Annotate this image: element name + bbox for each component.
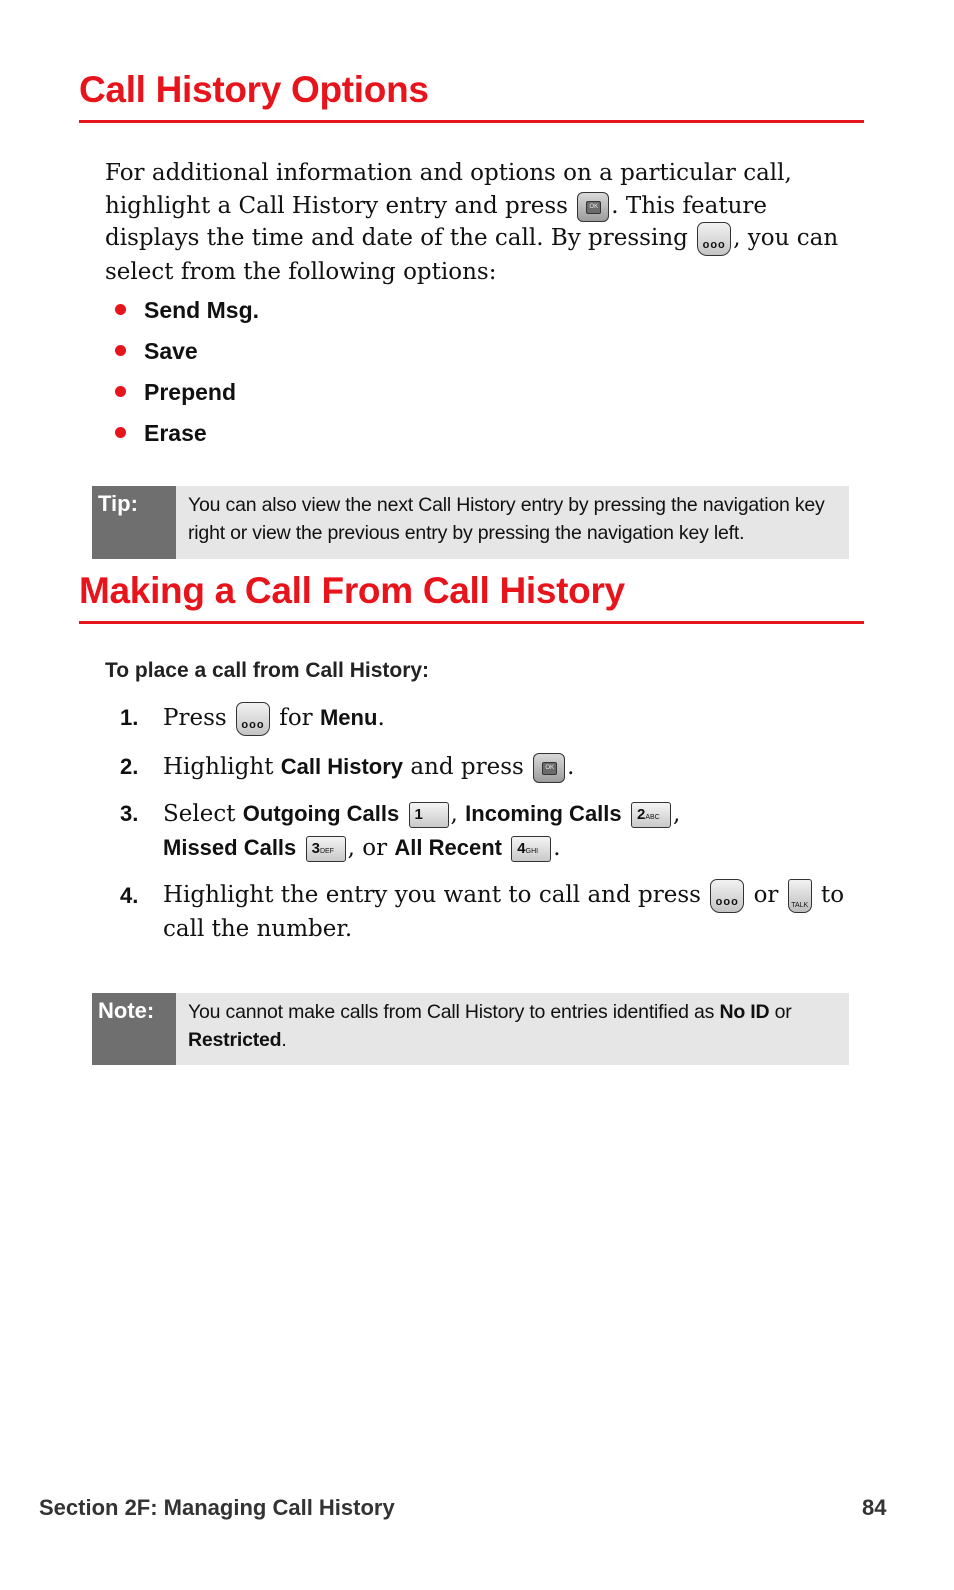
key-3-letters: DEF (319, 848, 334, 855)
key-4-letters: GHI (525, 848, 539, 855)
key-2-letters: ABC (645, 814, 660, 821)
tip-label: Tip: (92, 486, 176, 559)
bullet-icon (115, 386, 126, 397)
menu-key-label: ooo (241, 719, 265, 731)
list-item (115, 371, 259, 412)
title-rule (79, 621, 864, 624)
step-bold-call-history: Call History (280, 753, 404, 779)
list-item (115, 289, 259, 330)
intro-text-1: For additional information and options on a particular call, highlight a Call History entry and press (105, 160, 792, 219)
section-title-call-history-options: Call History Options (79, 69, 429, 110)
tip-box (92, 486, 849, 559)
key-1-icon (409, 802, 449, 828)
step-body (163, 879, 860, 946)
menu-key-label: ooo (702, 239, 726, 251)
step-bold-missed-calls: Missed Calls (163, 835, 297, 860)
step-text: . (553, 835, 561, 861)
note-text-1: You cannot make calls from Call History to entries identified as (188, 1001, 720, 1023)
step-number: 2. (120, 753, 139, 779)
intro-paragraph (105, 157, 860, 289)
key-4-label: 4 (517, 840, 526, 857)
ok-key-label: OK (586, 201, 601, 214)
tip-text: You can also view the next Call History entry by pressing the navigation key right or view the previous entry by pressing the navigation key left. (188, 494, 825, 544)
note-text-3: . (281, 1029, 287, 1051)
step-text: to call the number. (163, 881, 845, 942)
key-3-icon (306, 836, 346, 862)
intro-text-2: . This feature displays the time and date of the call. By pressing (105, 192, 767, 251)
step-text: , (672, 801, 681, 827)
note-label: Note: (92, 993, 176, 1065)
step-text: , or (347, 835, 395, 861)
note-text (176, 993, 849, 1065)
page-number: 84 (862, 1495, 887, 1520)
step-number: 1. (120, 705, 139, 730)
key-1-label: 1 (414, 806, 423, 823)
step-text: Highlight (163, 753, 281, 780)
option-label: Save (144, 337, 198, 364)
key-3-label: 3 (311, 840, 320, 857)
ok-key-icon (533, 753, 565, 783)
list-item (115, 412, 259, 453)
note-bold-restricted: Restricted (188, 1029, 282, 1051)
menu-key-icon (697, 222, 731, 256)
note-box (92, 993, 849, 1065)
list-item (120, 797, 860, 865)
step-text: Press (163, 705, 234, 731)
talk-key-label: TALK (791, 901, 809, 909)
step-body (163, 750, 860, 784)
note-text-2: or (769, 1001, 792, 1023)
ok-key-label: OK (542, 762, 557, 775)
step-text: Highlight the entry you want to call and press (163, 881, 709, 908)
ok-key-icon (577, 192, 609, 222)
step-number: 3. (120, 801, 139, 826)
key-4-icon (511, 836, 551, 862)
option-label: Erase (144, 419, 207, 446)
step-number: 4. (120, 882, 139, 908)
step-text: for (272, 705, 320, 731)
step-body (163, 797, 860, 865)
title-rule (79, 120, 864, 123)
option-label: Prepend (144, 378, 237, 405)
bullet-icon (115, 304, 126, 315)
menu-key-label: ooo (715, 895, 739, 908)
key-2-icon (631, 802, 671, 828)
list-item (120, 750, 860, 784)
options-list (115, 289, 259, 453)
intro-text-3: , you can select from the following options: (105, 225, 839, 285)
steps-subheading: To place a call from Call History: (105, 659, 430, 682)
step-bold-all-recent: All Recent (394, 835, 502, 860)
menu-key-icon (710, 879, 744, 913)
list-item (115, 330, 259, 371)
bullet-icon (115, 427, 126, 438)
step-text: and press (403, 753, 532, 780)
note-bold-no-id: No ID (719, 1001, 770, 1023)
step-text: . (377, 705, 385, 731)
talk-key-icon (788, 879, 812, 913)
step-text: , (450, 801, 466, 827)
step-text: . (567, 753, 575, 780)
step-text: Select (163, 801, 243, 827)
step-bold-menu: Menu (319, 705, 378, 730)
steps-list (120, 701, 860, 959)
step-bold-outgoing-calls: Outgoing Calls (242, 801, 400, 826)
step-bold-incoming-calls: Incoming Calls (465, 801, 622, 826)
option-label: Send Msg. (144, 296, 260, 323)
step-body (163, 701, 860, 736)
step-text: or (746, 881, 786, 908)
section-title-making-a-call: Making a Call From Call History (79, 570, 625, 611)
list-item (120, 701, 860, 736)
list-item (120, 879, 860, 946)
footer-section-title: Section 2F: Managing Call History (39, 1495, 395, 1520)
menu-key-icon (236, 702, 270, 736)
bullet-icon (115, 345, 126, 356)
key-2-label: 2 (636, 806, 646, 823)
